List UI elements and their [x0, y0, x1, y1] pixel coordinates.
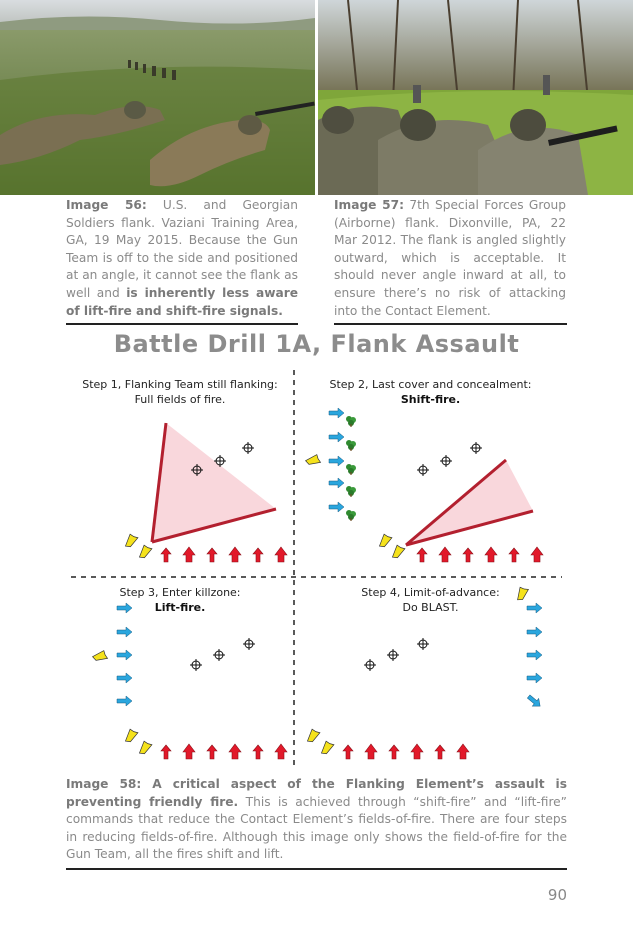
step2-enemy-target-icon: [470, 442, 482, 454]
step2-flank-team-icon: [329, 456, 344, 466]
step3-enemy-target-icon: [243, 638, 255, 650]
step1-enemy-target-icon: [242, 442, 254, 454]
step3-friendly-unit-icon: [275, 744, 287, 759]
step2-enemy-target-icon: [417, 464, 429, 476]
photo-special-forces: [318, 0, 633, 195]
divider-bottom: [66, 868, 567, 870]
step3-friendly-unit-icon: [207, 745, 217, 759]
step4-flank-team-icon: [527, 673, 542, 683]
step2-field-of-fire: [406, 460, 533, 545]
step4-friendly-unit-icon: [435, 745, 445, 759]
step2-gun-team-signal-icon: [305, 453, 322, 466]
image-57-caption: [334, 197, 566, 320]
step1-friendly-unit-icon: [161, 548, 171, 562]
step3-friendly-unit-icon: [161, 745, 171, 759]
step2-friendly-unit-icon: [485, 547, 497, 562]
step1-friendly-unit-icon: [207, 548, 217, 562]
step3-flank-team-icon: [117, 650, 132, 660]
step2-flank-team-icon: [329, 408, 344, 418]
step2-flank-team-icon: [329, 478, 344, 488]
step3-friendly-unit-icon: [229, 744, 241, 759]
step4-friendly-unit-icon: [389, 745, 399, 759]
image-56-caption: [66, 197, 298, 320]
step1-friendly-unit-icon: [229, 547, 241, 562]
image-56-text-bold: is inherently less aware of lift-fire and shift-fire signals.: [66, 285, 298, 318]
step1-gun-team-icon: [135, 543, 153, 560]
flank-assault-diagram: [66, 365, 567, 775]
image-58-caption: [66, 776, 567, 864]
page-number: 90: [547, 886, 567, 904]
step3-flank-team-icon: [117, 673, 132, 683]
step1-label: [66, 377, 294, 407]
step2-fire-state: Shift-fire.: [400, 393, 461, 406]
photo-georgian-soldiers: [0, 0, 315, 195]
step2-label: [294, 377, 567, 407]
image-57-label: Image 57:: [334, 198, 404, 212]
step2-flank-team-icon: [329, 502, 344, 512]
step2-flank-team-icon: [329, 432, 344, 442]
image-56-label: Image 56:: [66, 198, 147, 212]
step3-title: Step 3, Enter killzone:: [119, 586, 241, 599]
step2-friendly-unit-icon: [417, 548, 427, 562]
step2-title: Step 2, Last cover and concealment:: [329, 378, 532, 391]
step3-gun-team-icon: [121, 727, 139, 744]
step2-friendly-unit-icon: [509, 548, 519, 562]
step2-cover-tree-icon: [346, 510, 356, 521]
step2-cover-tree-icon: [346, 486, 356, 497]
step4-flank-team-icon: [527, 650, 542, 660]
step2-friendly-unit-icon: [531, 547, 543, 562]
diagram-title: Battle Drill 1A, Flank Assault: [113, 330, 520, 358]
diagram-canvas: [66, 365, 567, 775]
image-56-text: U.S. and Georgian Soldiers flank. Vaziani Training Area, GA, 19 May 2015. Because the Gun Team is off to the side and positioned at an angle, it cannot see the flank as well and: [66, 198, 298, 300]
image-57-text: 7th Special Forces Group (Airborne) flank. Dixonville, PA, 22 Mar 2012. The flank is angled slightly outward, which is acceptable. It should never angle inward at all, to ensure there’s no risk of attacking into the Contact Element.: [334, 198, 567, 318]
step4-enemy-target-icon: [364, 659, 376, 671]
step3-fire-state: Lift-fire.: [154, 601, 206, 614]
step2-friendly-unit-icon: [463, 548, 473, 562]
step1-friendly-unit-icon: [275, 547, 287, 562]
step4-fire-state: Do BLAST.: [402, 601, 459, 614]
divider-left: [66, 323, 298, 325]
step4-friendly-unit-icon: [343, 745, 353, 759]
step3-gun-team-signal-icon: [92, 649, 109, 662]
step4-friendly-unit-icon: [457, 744, 469, 759]
step4-friendly-unit-icon: [411, 744, 423, 759]
step3-flank-team-icon: [117, 627, 132, 637]
step2-gun-team-icon: [388, 543, 406, 560]
step3-friendly-unit-icon: [253, 745, 263, 759]
step2-cover-tree-icon: [346, 416, 356, 427]
step4-gun-team-icon: [303, 727, 321, 744]
image-58-label: Image 58: A critical aspect of the Flanking Element’s assault is preventing friendly fire.: [66, 777, 567, 809]
step2-cover-tree-icon: [346, 440, 356, 451]
step4-flank-team-icon: [525, 693, 543, 710]
step2-friendly-unit-icon: [439, 547, 451, 562]
step2-cover-tree-icon: [346, 464, 356, 475]
step1-title: Step 1, Flanking Team still flanking:: [82, 378, 278, 391]
step1-gun-team-icon: [121, 532, 139, 549]
step4-enemy-target-icon: [387, 649, 399, 661]
divider-right: [334, 323, 567, 325]
step2-gun-team-icon: [375, 532, 393, 549]
step4-label: [294, 585, 567, 615]
step4-title: Step 4, Limit-of-advance:: [361, 586, 500, 599]
step3-enemy-target-icon: [190, 659, 202, 671]
step3-enemy-target-icon: [213, 649, 225, 661]
step4-friendly-unit-icon: [365, 744, 377, 759]
step4-enemy-target-icon: [417, 638, 429, 650]
step1-fire-state: Full fields of fire.: [134, 393, 226, 406]
step1-friendly-unit-icon: [183, 547, 195, 562]
step2-enemy-target-icon: [440, 455, 452, 467]
image-58-text: This is achieved through “shift-fire” and “lift-fire” commands that reduce the Contact Element’s fields-of-fire. There are four steps in reducing fields-of-fire. Although this image only shows the field-of-fire for the Gun Team, all the fires shift and lift.: [66, 794, 567, 862]
step4-flank-team-icon: [527, 627, 542, 637]
step4-gun-team-icon: [317, 739, 335, 756]
step3-label: [66, 585, 294, 615]
step1-friendly-unit-icon: [253, 548, 263, 562]
step3-friendly-unit-icon: [183, 744, 195, 759]
step3-gun-team-icon: [135, 739, 153, 756]
step3-flank-team-icon: [117, 696, 132, 706]
